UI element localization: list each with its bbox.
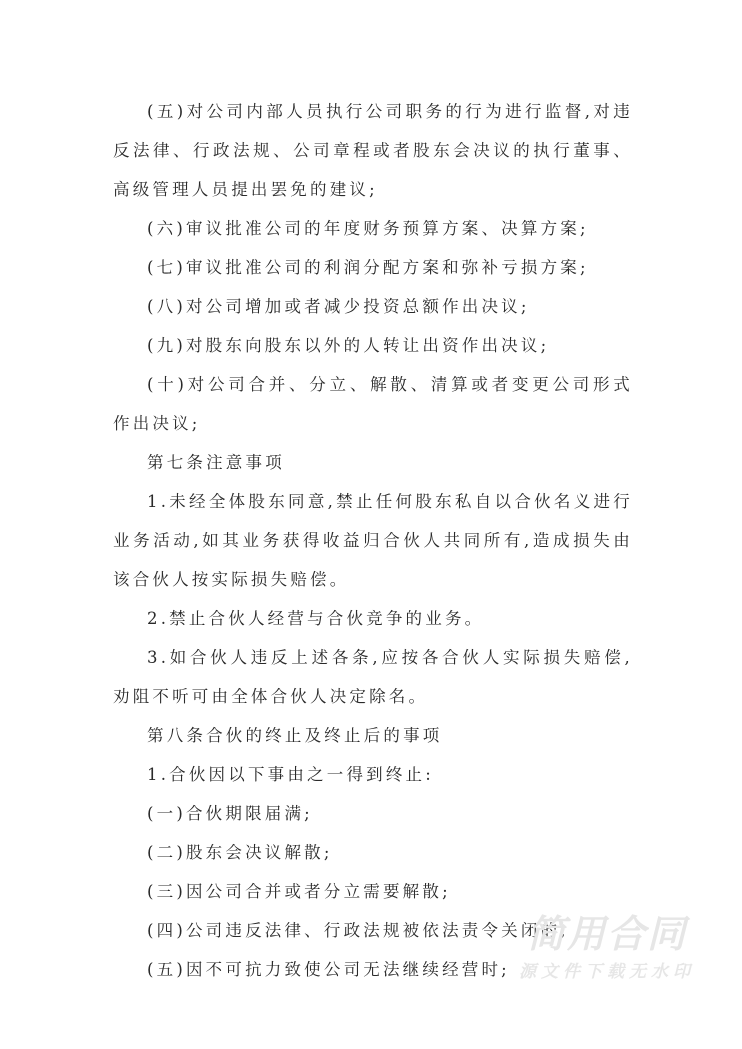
paragraph-article-7-item-3: 3.如合伙人违反上述各条,应按各合伙人实际损失赔偿,劝阻不听可由全体合伙人决定除名。 [113, 648, 633, 706]
paragraph-force-majeure: (五)因不可抗力致使公司无法继续经营时; [147, 960, 510, 979]
paragraph-merger-dissolution: (三)因公司合并或者分立需要解散; [147, 882, 451, 901]
section-heading-article-7: 第七条注意事项 [147, 453, 285, 472]
watermark [512, 912, 702, 986]
paragraph-capital-transfer: (九)对股东向股东以外的人转让出资作出决议; [147, 336, 550, 355]
paragraph-budget-approval: (六)审议批准公司的年度财务预算方案、决算方案; [147, 219, 589, 238]
paragraph-ordered-closure: (四)公司违反法律、行政法规被依法责令关闭的; [147, 921, 570, 940]
paragraph-term-expiry: (一)合伙期限届满; [147, 804, 313, 823]
document-body [113, 92, 633, 989]
paragraph-merger-resolution: (十)对公司合并、分立、解散、清算或者变更公司形式作出决议; [113, 375, 633, 433]
paragraph-article-8-item-1: 1.合伙因以下事由之一得到终止: [147, 765, 435, 784]
paragraph-shareholder-dissolution: (二)股东会决议解散; [147, 843, 333, 862]
paragraph-article-7-item-1: 1.未经全体股东同意,禁止任何股东私自以合伙名义进行业务活动,如其业务获得收益归合伙人共同所有,造成损失由该合伙人按实际损失赔偿。 [113, 492, 633, 589]
section-heading-article-8: 第八条合伙的终止及终止后的事项 [147, 726, 443, 745]
paragraph-supervise-personnel: (五)对公司内部人员执行公司职务的行为进行监督,对违反法律、行政法规、公司章程或者股东会决议的执行董事、高级管理人员提出罢免的建议; [113, 102, 633, 199]
paragraph-profit-distribution: (七)审议批准公司的利润分配方案和弥补亏损方案; [147, 258, 589, 277]
watermark-brand: 简用合同 [526, 912, 687, 956]
paragraph-article-7-item-2: 2.禁止合伙人经营与合伙竞争的业务。 [147, 609, 485, 628]
paragraph-investment-change: (八)对公司增加或者减少投资总额作出决议; [147, 297, 530, 316]
watermark-tagline: 源文件下载无水印 [519, 962, 695, 982]
